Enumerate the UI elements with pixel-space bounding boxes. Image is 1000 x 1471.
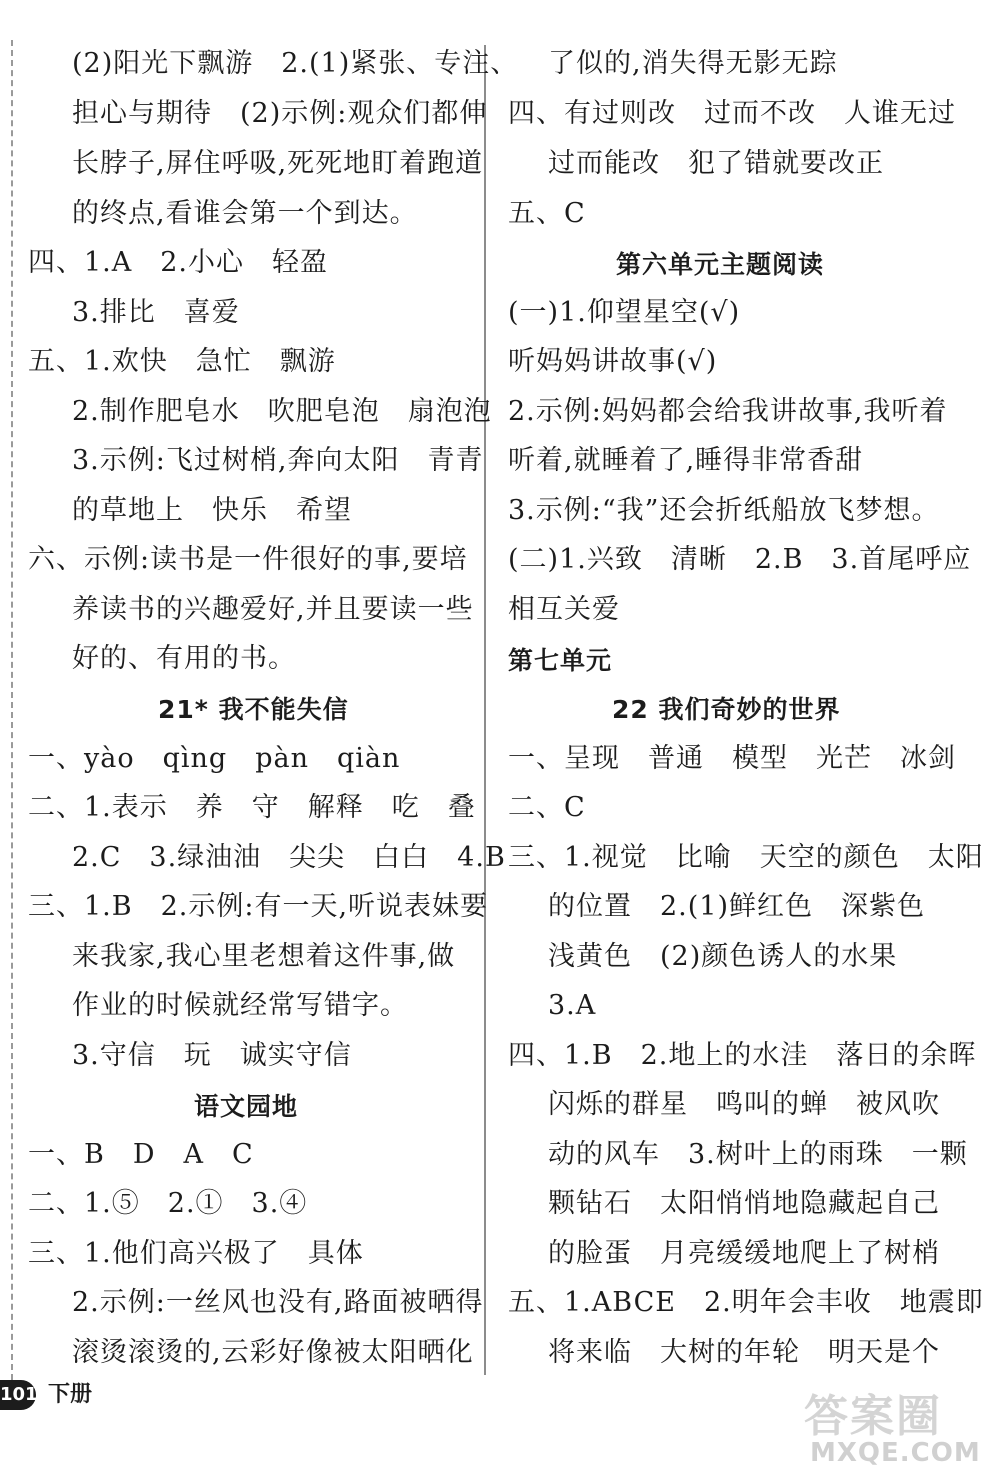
text-line: 的终点,看谁会第一个到达。	[72, 198, 418, 229]
text-line: 四、1.A 2.小心 轻盈	[28, 247, 329, 278]
text-line: 好的、有用的书。	[72, 643, 296, 674]
text-line: 三、1.他们高兴极了 具体	[28, 1238, 364, 1269]
text-line: 3.示例:“我”还会折纸船放飞梦想。	[508, 495, 940, 526]
text-line: 了似的,消失得无影无踪	[548, 48, 838, 79]
text-line: 四、有过则改 过而不改 人谁无过	[508, 98, 956, 129]
text-line: 过而能改 犯了错就要改正	[548, 148, 884, 179]
text-line: 一、呈现 普通 模型 光芒 冰剑	[508, 743, 956, 774]
watermark-url: MXQE.COM	[810, 1438, 981, 1468]
text-line: 2.C 3.绿油油 尖尖 白白 4.B	[72, 842, 506, 873]
text-line: 长脖子,屏住呼吸,死死地盯着跑道	[72, 148, 484, 179]
volume-label: 下册	[48, 1382, 93, 1407]
text-line: 作业的时候就经常写错字。	[72, 990, 408, 1021]
text-line: 一、B D A C	[28, 1139, 254, 1170]
text-line: 养读书的兴趣爱好,并且要读一些	[72, 594, 474, 625]
text-line: 一、yào qìng pàn qiàn	[28, 743, 401, 774]
text-line: 颗钻石 太阳悄悄地隐藏起自己	[548, 1188, 940, 1219]
text-line: (一)1.仰望星空(√)	[508, 297, 741, 328]
text-line: 四、1.B 2.地上的水洼 落日的余晖	[508, 1040, 977, 1071]
unit-title: 第七单元	[508, 646, 613, 675]
watermark-logo	[800, 1380, 990, 1470]
column-divider	[484, 45, 486, 1375]
text-line: 二、1.⑤ 2.① 3.④	[28, 1188, 308, 1219]
text-line: 的位置 2.(1)鲜红色 深紫色	[548, 891, 926, 922]
text-line: 动的风车 3.树叶上的雨珠 一颗	[548, 1139, 968, 1170]
text-line: 3.A	[548, 990, 597, 1021]
binding-dashed-line	[11, 40, 13, 1380]
page-number: 101	[0, 1380, 36, 1410]
text-line: 滚烫滚烫的,云彩好像被太阳晒化	[72, 1337, 474, 1368]
text-line: 五、1.欢快 急忙 飘游	[28, 346, 336, 377]
text-line: 六、示例:读书是一件很好的事,要培	[28, 544, 468, 575]
text-line: (2)阳光下飘游 2.(1)紧张、专注、	[72, 48, 519, 79]
text-line: 二、1.表示 养 守 解释 吃 叠	[28, 792, 476, 823]
text-line: 听妈妈讲故事(√)	[508, 346, 718, 377]
text-line: 二、C	[508, 792, 586, 823]
lesson-title: 21* 我不能失信	[158, 695, 349, 724]
text-line: 3.守信 玩 诚实守信	[72, 1040, 352, 1071]
text-line: 将来临 大树的年轮 明天是个	[548, 1337, 940, 1368]
watermark-text: 答案圈	[804, 1391, 942, 1442]
text-line: 听着,就睡着了,睡得非常香甜	[508, 445, 864, 476]
text-line: 三、1.视觉 比喻 天空的颜色 太阳	[508, 842, 984, 873]
text-line: 3.示例:飞过树梢,奔向太阳 青青	[72, 445, 484, 476]
text-line: 五、C	[508, 198, 586, 229]
text-line: 的草地上 快乐 希望	[72, 495, 352, 526]
text-line: 浅黄色 (2)颜色诱人的水果	[548, 941, 898, 972]
text-line: 闪烁的群星 鸣叫的蝉 被风吹	[548, 1089, 940, 1120]
text-line: 3.排比 喜爱	[72, 297, 240, 328]
text-line: 2.示例:妈妈都会给我讲故事,我听着	[508, 396, 948, 427]
section-title: 第六单元主题阅读	[616, 250, 825, 279]
text-line: (二)1.兴致 清晰 2.B 3.首尾呼应	[508, 544, 972, 575]
section-title: 语文园地	[194, 1092, 299, 1121]
text-line: 来我家,我心里老想着这件事,做	[72, 941, 456, 972]
text-line: 三、1.B 2.示例:有一天,听说表妹要	[28, 891, 489, 922]
text-line: 2.制作肥皂水 吹肥皂泡 扇泡泡	[72, 396, 492, 427]
text-line: 的脸蛋 月亮缓缓地爬上了树梢	[548, 1238, 940, 1269]
text-line: 相互关爱	[508, 594, 620, 625]
lesson-title: 22 我们奇妙的世界	[612, 695, 841, 724]
text-line: 五、1.ABCE 2.明年会丰收 地震即	[508, 1287, 984, 1318]
text-line: 2.示例:一丝风也没有,路面被晒得	[72, 1287, 484, 1318]
text-line: 担心与期待 (2)示例:观众们都伸	[72, 98, 488, 129]
